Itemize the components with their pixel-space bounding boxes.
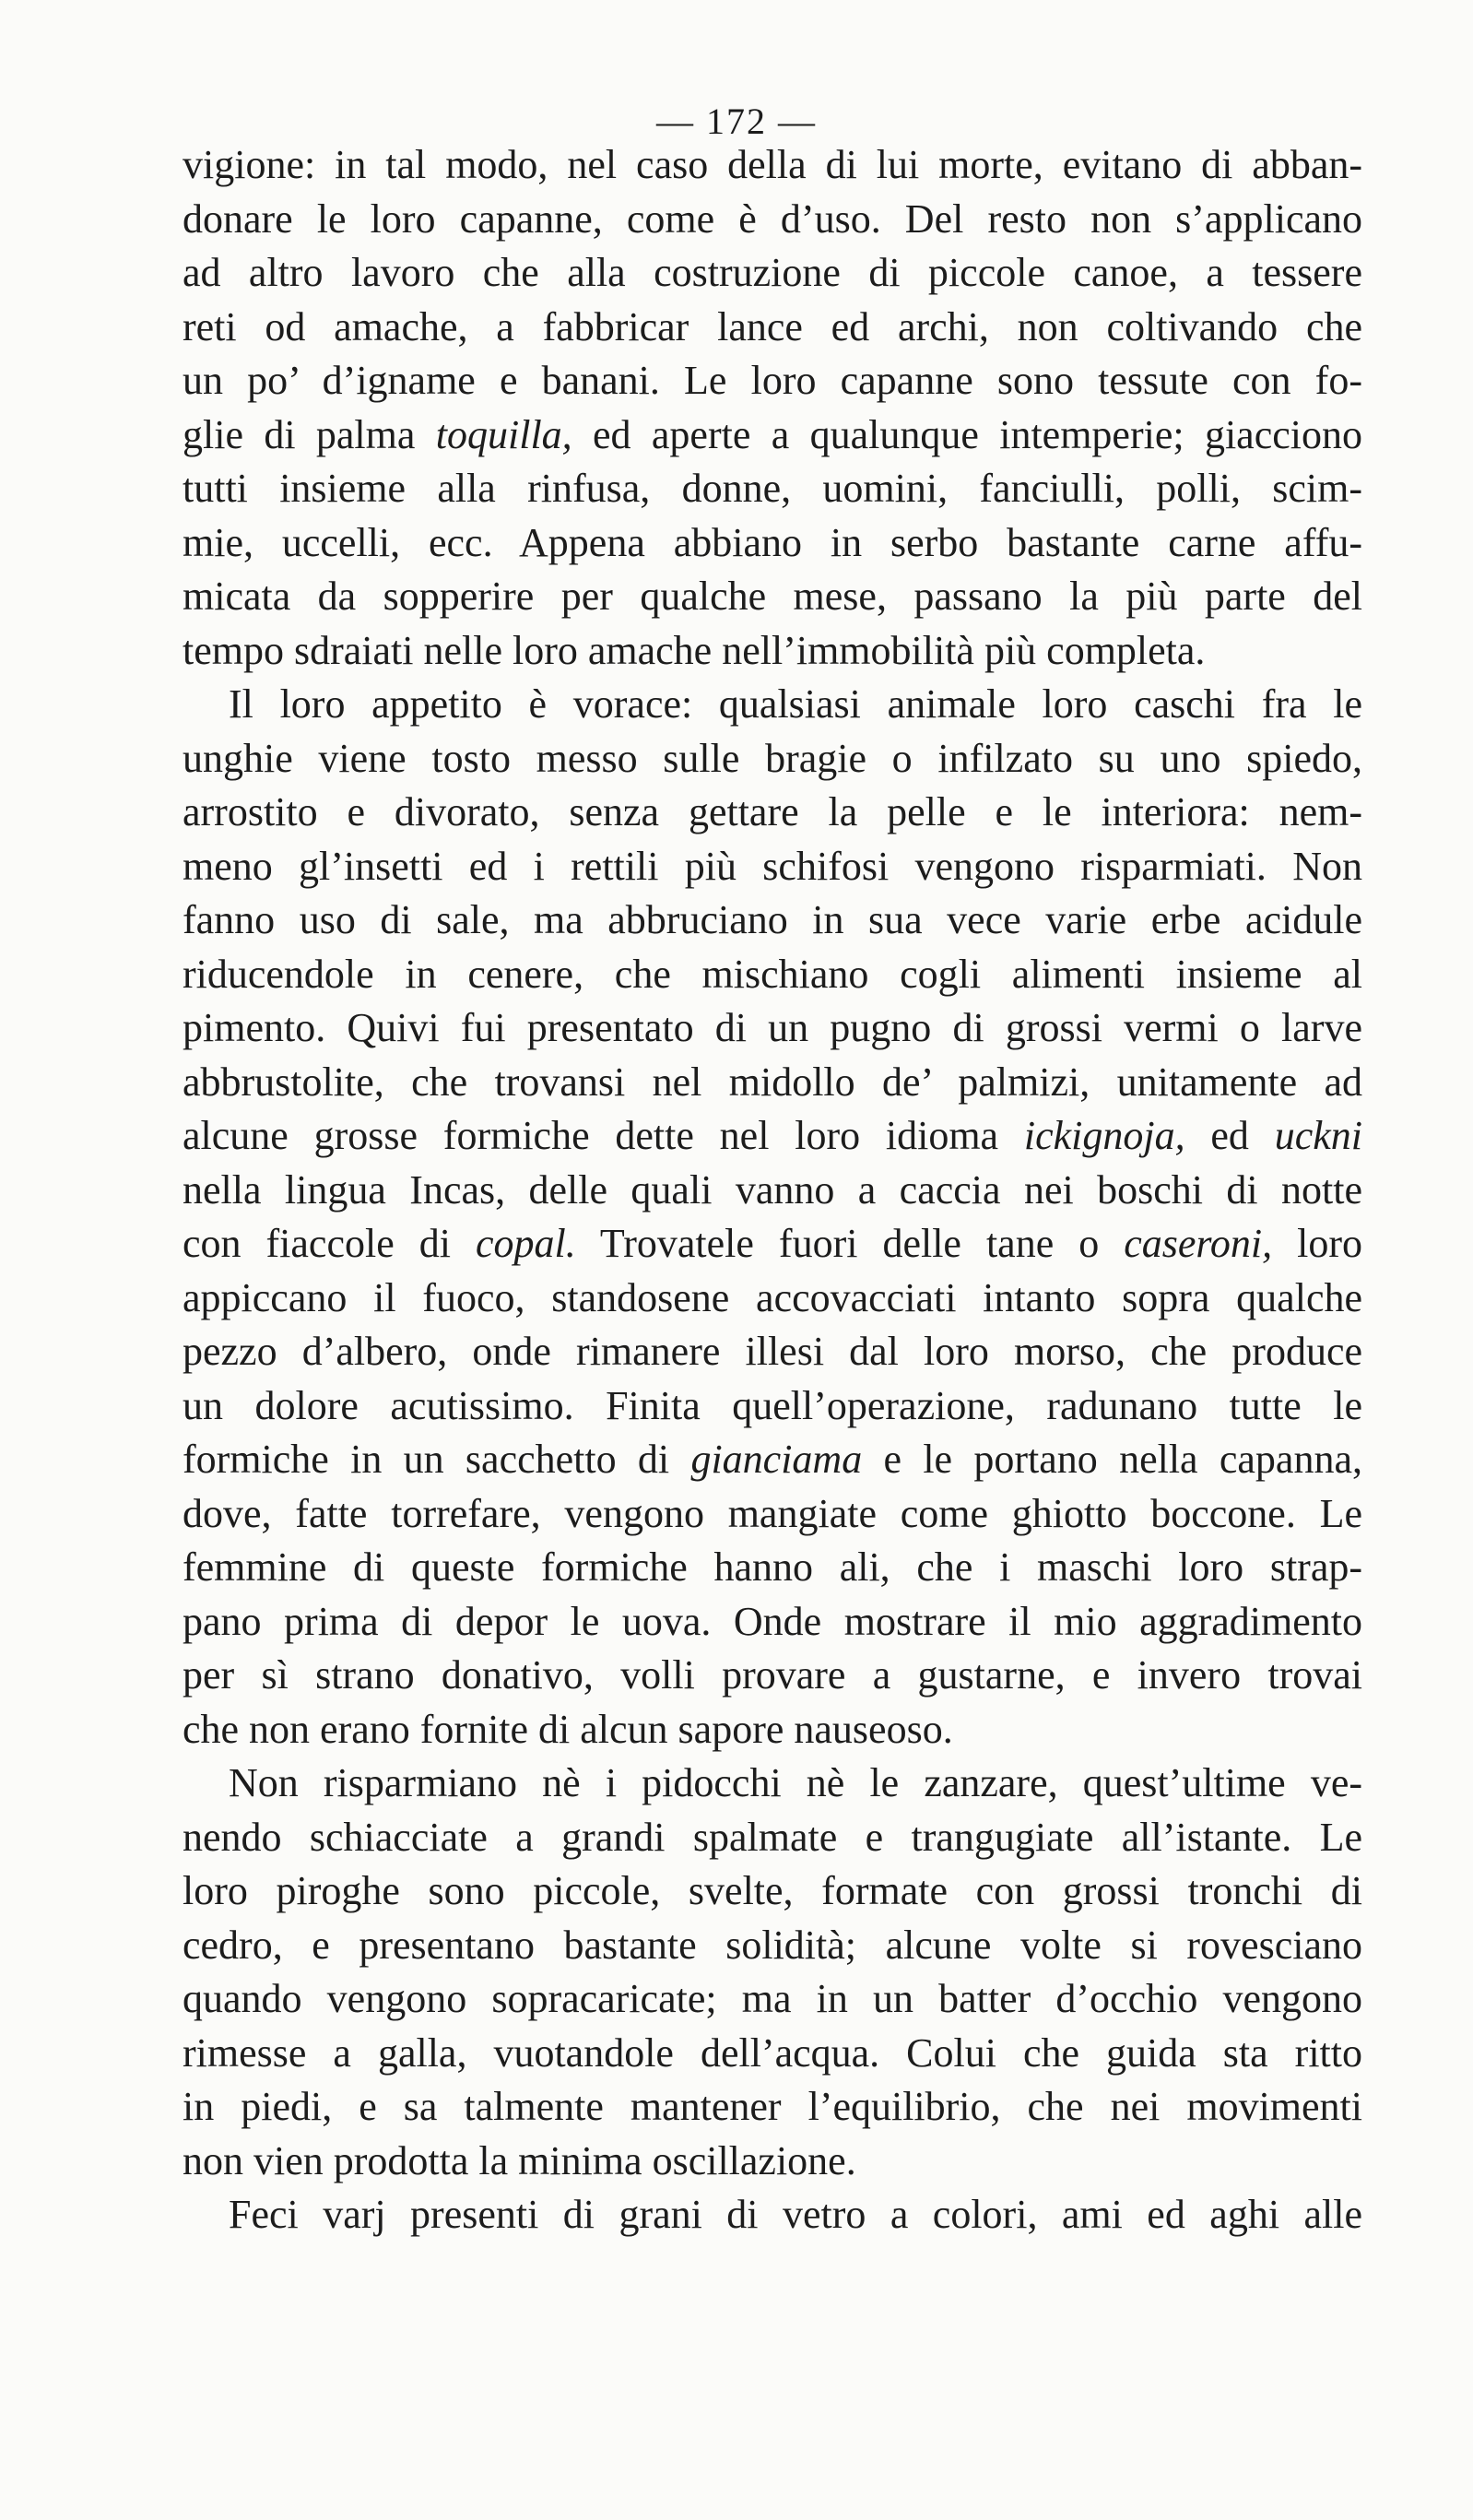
text-line [183,1056,1362,1110]
italic-term: ickignoja, [1023,1113,1185,1158]
text-line [183,138,1362,193]
text-segment: Non risparmiano nè i pidocchi nè le zanzare, quest’ultime ve- [229,1760,1362,1805]
text-line [183,948,1362,1002]
text-line [183,193,1362,247]
text-segment: che non erano fornite di alcun sapore nauseoso. [183,1706,953,1752]
text-line [183,301,1362,355]
text-line [183,786,1362,840]
text-line [183,1487,1362,1542]
text-segment: Feci varj presenti di grani di vetro a colori, ami ed aghi alle [229,2192,1362,2237]
text-line [183,2188,1362,2242]
text-line [183,1811,1362,1865]
text-line [183,2135,1362,2189]
text-line [183,1595,1362,1650]
text-line [183,354,1362,408]
text-line [183,1217,1362,1272]
text-segment: dove, fatte torrefare, vengono mangiate come ghiotto boccone. Le [183,1490,1362,1536]
text-segment: con fiaccole di [183,1221,476,1266]
text-line [183,1325,1362,1379]
text-segment: cedro, e presentano bastante solidità; alcune volte si rovesciano [183,1922,1362,1968]
text-line [183,1864,1362,1919]
text-line [183,678,1362,732]
text-line [183,2080,1362,2135]
text-line [183,732,1362,787]
text-segment: reti od amache, a fabbricar lance ed archi, non coltivando che [183,303,1362,349]
text-segment: un dolore acutissimo. Finita quell’operazione, radunano tutte le [183,1382,1362,1428]
text-line [183,570,1362,624]
text-segment: arrostito e divorato, senza gettare la pelle e le interiora: nem- [183,789,1362,834]
text-segment: donare le loro capanne, come è d’uso. Del resto non s’applicano [183,195,1362,242]
italic-term: toquilla, [435,411,572,457]
text-segment: un po’ d’igname e banani. Le loro capanne sono tessute con fo- [183,358,1362,403]
text-segment: ed [1184,1113,1275,1158]
italic-term: uckni [1274,1113,1362,1158]
text-line [183,1001,1362,1056]
text-line [183,1703,1362,1757]
text-line [183,1541,1362,1595]
body-text [183,138,1362,2242]
text-segment: unghie viene tosto messo sulle bragie o infilzato su uno spiedo, [183,735,1362,781]
text-line [183,1649,1362,1703]
text-segment: Trovatele fuori delle tane o [575,1221,1125,1266]
text-segment: e le portano nella capanna, [862,1437,1362,1482]
text-segment: appiccano il fuoco, standosene accovacciati intanto sopra qualche [183,1274,1362,1320]
italic-term: copal. [475,1221,576,1266]
page-number: — 172 — [656,101,817,142]
text-segment: tutti insieme alla rinfusa, donne, uomini, fanciulli, polli, scim- [183,466,1362,511]
italic-term: gianciama [690,1437,863,1482]
text-segment: quando vengono sopracaricate; ma in un batter d’occhio vengono [183,1976,1362,2021]
text-segment: tempo sdraiati nelle loro amache nell’immobilità più completa. [183,627,1206,673]
text-line [183,2027,1362,2081]
text-segment: fanno uso di sale, ma abbruciano in sua vece varie erbe acidule [183,897,1362,942]
text-segment: alcune grosse formiche dette nel loro idioma [183,1113,1024,1158]
text-line [183,1972,1362,2027]
text-segment: pano prima di depor le uova. Onde mostrare il mio aggradimento [183,1598,1362,1644]
text-line [183,1433,1362,1487]
text-segment: loro [1272,1221,1362,1266]
text-line [183,624,1362,679]
text-segment: nendo schiacciate a grandi spalmate e trangugiate all’istante. Le [183,1814,1362,1860]
text-line [183,516,1362,571]
text-segment: ad altro lavoro che alla costruzione di piccole canoe, a tessere [183,250,1362,295]
text-line [183,1757,1362,1811]
text-line [183,1379,1362,1434]
text-segment: femmine di queste formiche hanno ali, che i maschi loro strap- [183,1544,1362,1590]
text-line [183,1109,1362,1164]
text-line [183,462,1362,516]
text-line [183,1919,1362,1973]
text-segment: riducendole in cenere, che mischiano cogli alimenti insieme al [183,951,1362,997]
text-segment: rimesse a galla, vuotandole dell’acqua. Colui che guida sta ritto [183,2029,1362,2076]
text-segment: glie di palma [183,411,436,457]
text-segment: per sì strano donativo, volli provare a gustarne, e invero trovai [183,1652,1362,1698]
text-line [183,1164,1362,1218]
text-segment: formiche in un sacchetto di [183,1437,691,1482]
text-segment: pimento. Quivi fui presentato di un pugno di grossi vermi o larve [183,1005,1362,1050]
text-segment: Il loro appetito è vorace: qualsiasi animale loro caschi fra le [229,681,1362,727]
text-segment: mie, uccelli, ecc. Appena abbiano in serbo bastante carne affu- [183,519,1362,565]
text-segment: in piedi, e sa talmente mantener l’equilibrio, che nei movimenti [183,2084,1362,2129]
text-line [183,840,1362,894]
text-segment: non vien prodotta la minima oscillazione. [183,2137,856,2183]
text-line [183,246,1362,301]
text-segment: ed aperte a qualunque intemperie; giacciono [572,411,1362,457]
italic-term: caseroni, [1124,1221,1273,1266]
text-segment: vigione: in tal modo, nel caso della di lui morte, evitano di abban- [183,142,1362,187]
text-line [183,1272,1362,1326]
text-segment: micata da sopperire per qualche mese, passano la più parte del [183,574,1362,619]
text-segment: nella lingua Incas, delle quali vanno a caccia nei boschi di notte [183,1166,1362,1213]
text-segment: abbrustolite, che trovansi nel midollo de’ palmizi, unitamente ad [183,1059,1362,1105]
text-line [183,408,1362,463]
text-segment: loro piroghe sono piccole, svelte, formate con grossi tronchi di [183,1868,1362,1913]
text-segment: pezzo d’albero, onde rimanere illesi dal loro morso, che produce [183,1329,1362,1374]
text-line [183,893,1362,948]
text-segment: meno gl’insetti ed i rettili più schifosi vengono risparmiati. Non [183,843,1362,889]
